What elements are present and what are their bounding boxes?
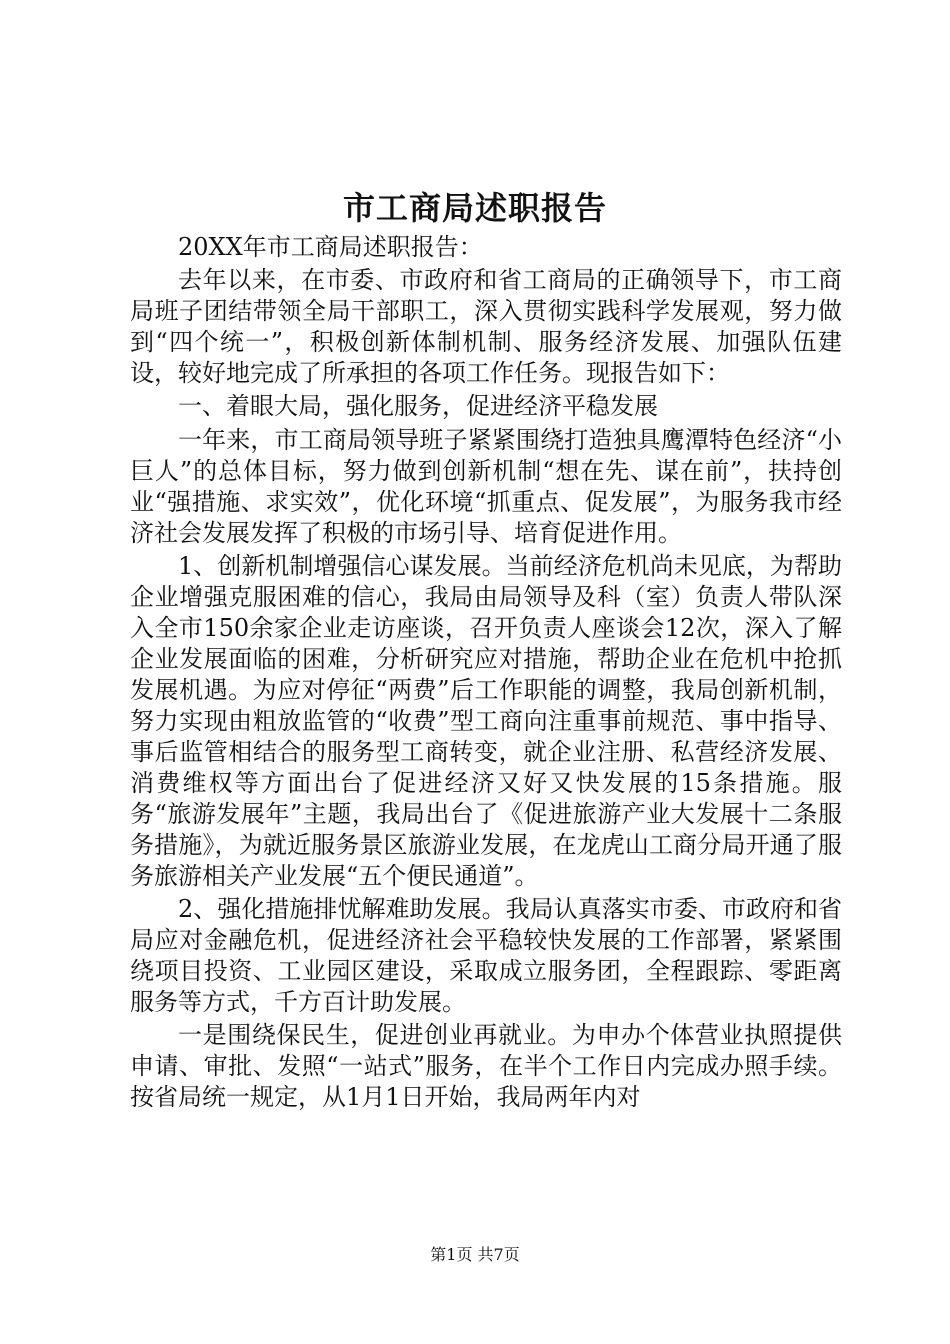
section-1-summary-paragraph: 一年来，市工商局领导班子紧紧围绕打造独具鹰潭特色经济“小巨人”的总体目标，努力做到创新机制“想在先、谋在前”，扶持创业“强措施、求实效”，优化环境“抓重点、促发展”，为服务我市经济社会发展发挥了积极的市场引导、培育促进作用。	[130, 426, 842, 547]
item-2-paragraph: 2、强化措施排忧解难助发展。我局认真落实市委、市政府和省局应对金融危机，促进经济社会平稳较快发展的工作部署，紧紧围绕项目投资、工业园区建设，采取成立服务团，全程跟踪、零距离服务等方式，千方百计助发展。	[130, 895, 842, 1016]
item-1-paragraph: 1、创新机制增强信心谋发展。当前经济危机尚未见底，为帮助企业增强克服困难的信心，我局由局领导及科（室）负责人带队深入全市150余家企业走访座谈，召开负责人座谈会12次，深入了解企业发展面临的困难，分析研究应对措施，帮助企业在危机中抢抓发展机遇。为应对停征“两费”后工作职能的调整，我局创新机制，努力实现由粗放监管的“收费”型工商向注重事前规范、事中指导、事后监管相结合的服务型工商转变，就企业注册、私营经济发展、消费维权等方面出台了促进经济又好又快发展的15条措施。服务“旅游发展年”主题，我局出台了《促进旅游产业大发展十二条服务措施》，为就近服务景区旅游业发展，在龙虎山工商分局开通了服务旅游相关产业发展“五个便民通道”。	[130, 552, 842, 890]
report-intro-line: 20XX年市工商局述职报告：	[178, 233, 483, 261]
point-1-paragraph: 一是围绕保民生，促进创业再就业。为申办个体营业执照提供申请、审批、发照“一站式”服务，在半个工作日内完成办照手续。按省局统一规定，从1月1日开始，我局两年内对	[130, 1021, 842, 1111]
page-number-footer: 第1页 共7页	[430, 1245, 520, 1264]
overview-paragraph: 去年以来，在市委、市政府和省工商局的正确领导下，市工商局班子团结带领全局干部职工，深入贯彻实践科学发展观，努力做到“四个统一”，积极创新体制机制、服务经济发展、加强队伍建设，较好地完成了所承担的各项工作任务。现报告如下：	[130, 266, 842, 387]
document-title: 市工商局述职报告	[342, 189, 607, 227]
document-body	[130, 232, 842, 1113]
section-heading-1: 一、着眼大局，强化服务，促进经济平稳发展	[178, 392, 658, 420]
